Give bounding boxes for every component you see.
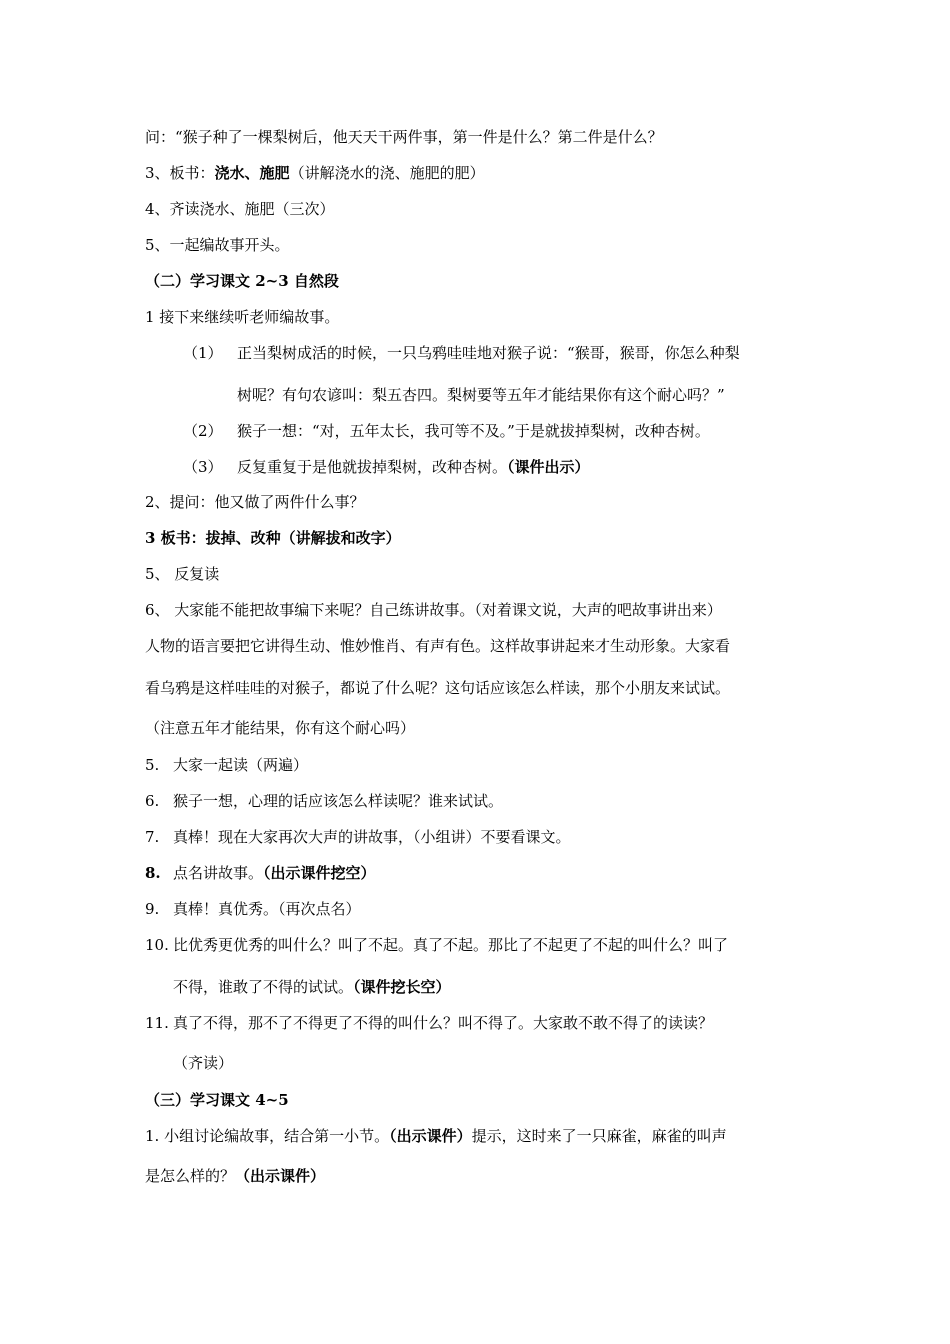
section-heading-3 xyxy=(145,1090,289,1110)
bold-text: （课件挖长空） xyxy=(353,978,451,996)
text: 人物的语言要把它讲得生动、惟妙惟肖、有声有色。这样故事讲起来才生动形象。大家看 xyxy=(145,637,731,655)
paragraph-line xyxy=(145,678,730,698)
text: 正当梨树成活的时候，一只乌鸦哇哇地对猴子说：“猴哥，猴哥，你怎么种梨 xyxy=(237,344,740,362)
item-number: 6. xyxy=(145,792,160,810)
numbered-item-10-cont xyxy=(173,977,451,997)
step-1-group-cont xyxy=(145,1166,325,1186)
paragraph-line xyxy=(145,636,730,656)
text: 问：“猴子种了一棵梨树后，他天天干两件事，第一件是什么？第二件是什么？ xyxy=(145,128,663,146)
text: 比优秀更优秀的叫什么？叫了不起。真了不起。那比了不起更了不起的叫什么？叫了 xyxy=(173,936,729,954)
text: （三）学习课文 4~5 xyxy=(145,1091,289,1109)
item-number: 5. xyxy=(145,756,160,774)
bold-text: （出示课件） xyxy=(389,1127,472,1145)
item-number: 7. xyxy=(145,828,160,846)
text: 6、 大家能不能把故事编下来呢？自己练讲故事。（对着课文说，大声的吧故事讲出来） xyxy=(145,601,722,619)
text: 点名讲故事。 xyxy=(173,864,264,882)
numbered-item-8 xyxy=(145,863,376,883)
sub-number: （1） xyxy=(183,344,223,362)
question-line xyxy=(145,127,663,147)
numbered-item-10 xyxy=(145,935,728,955)
text: （讲解浇水的浇、施肥的肥） xyxy=(289,164,485,182)
step-1-group xyxy=(145,1126,727,1146)
text: 提示，这时来了一只麻雀，麻雀的叫声 xyxy=(471,1127,727,1145)
text: （齐读） xyxy=(173,1054,234,1072)
numbered-item-11 xyxy=(145,1013,713,1033)
text: 大家一起读（两遍） xyxy=(173,756,309,774)
text: 不得，谁敢了不得的试试。 xyxy=(173,978,354,996)
step-6-retell xyxy=(145,600,722,620)
item-number: 8. xyxy=(145,864,161,882)
step-3-board xyxy=(145,163,485,183)
text: 树呢？有句农谚叫：梨五杏四。梨树要等五年才能结果你有这个耐心吗？” xyxy=(237,386,725,404)
text: 1 接下来继续听老师编故事。 xyxy=(145,308,340,326)
numbered-item-11-cont xyxy=(173,1053,233,1073)
step-5 xyxy=(145,235,290,255)
bold-text: （出示课件挖空） xyxy=(263,864,376,882)
paragraph-line xyxy=(145,718,415,738)
step-4 xyxy=(145,199,335,219)
step-3-board-bold xyxy=(145,528,401,548)
item-number: 11. xyxy=(145,1014,169,1032)
step-2-question xyxy=(145,492,365,512)
text: 真棒！现在大家再次大声的讲故事，（小组讲）不要看课文。 xyxy=(173,828,571,846)
sub-item-1-cont xyxy=(237,385,725,405)
numbered-item-6 xyxy=(145,791,503,811)
text: 真了不得，那不了不得更了不得的叫什么？叫不得了。大家敢不敢不得了的读读？ xyxy=(173,1014,714,1032)
item-number: 9. xyxy=(145,900,160,918)
text: 反复重复于是他就拔掉梨树，改种杏树。 xyxy=(237,458,508,476)
sub-number: （3） xyxy=(183,458,223,476)
step-5-reread xyxy=(145,564,219,584)
sub-item-1 xyxy=(183,343,740,363)
bold-text: （出示课件） xyxy=(235,1167,326,1185)
text: 看乌鸦是这样哇哇的对猴子，都说了什么呢？这句话应该怎么样读，那个小朋友来试试。 xyxy=(145,679,731,697)
text: 1. 小组讨论编故事，结合第一小节。 xyxy=(145,1127,390,1145)
text: 是怎么样的？ xyxy=(145,1167,236,1185)
text: （注意五年才能结果，你有这个耐心吗） xyxy=(145,719,416,737)
text: 3、板书： xyxy=(145,164,215,182)
text: 5、一起编故事开头。 xyxy=(145,236,290,254)
sub-item-3 xyxy=(183,457,590,477)
numbered-item-5 xyxy=(145,755,308,775)
text: 4、齐读浇水、施肥（三次） xyxy=(145,200,335,218)
numbered-item-9 xyxy=(145,899,361,919)
sub-item-2 xyxy=(183,421,710,441)
text: 猴子一想，心理的话应该怎么样读呢？谁来试试。 xyxy=(173,792,504,810)
sub-number: （2） xyxy=(183,422,223,440)
section-heading-2 xyxy=(145,271,339,291)
bold-text: （课件出示） xyxy=(507,458,590,476)
text: （二）学习课文 2~3 自然段 xyxy=(145,272,339,290)
text: 真棒！真优秀。（再次点名） xyxy=(173,900,361,918)
text: 2、提问：他又做了两件什么事？ xyxy=(145,493,365,511)
bold-text: 浇水、施肥 xyxy=(214,164,290,182)
text: 3 板书：拔掉、改种（讲解拔和改字） xyxy=(145,529,401,547)
item-number: 10. xyxy=(145,936,169,954)
numbered-item-7 xyxy=(145,827,571,847)
text: 猴子一想：“对，五年太长，我可等不及。”于是就拔掉梨树，改种杏树。 xyxy=(237,422,710,440)
step-1-listen xyxy=(145,307,339,327)
text: 5、 反复读 xyxy=(145,565,220,583)
